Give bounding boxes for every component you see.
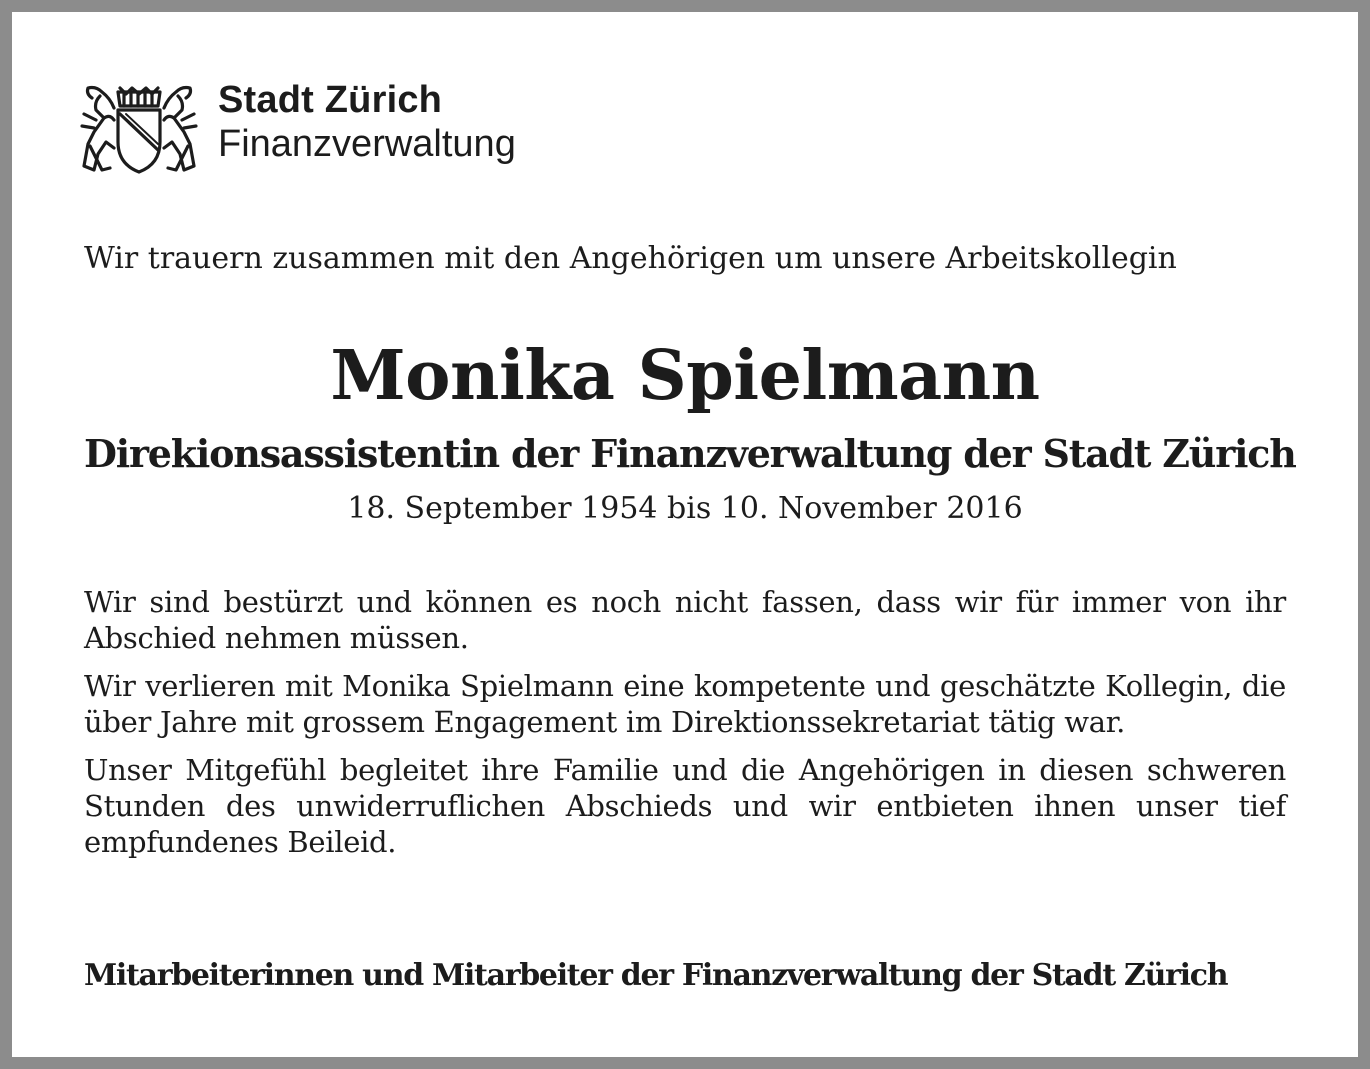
organization-name: Stadt Zürich <box>218 79 443 121</box>
body-paragraph: Wir sind bestürzt und können es noch nicht fassen, dass wir für immer von ihr Abschied nehmen müssen. <box>84 585 1286 655</box>
body-paragraph: Wir verlieren mit Monika Spielmann eine kompetente und geschätzte Kollegin, die über Jahre mit grossem Engagement im Direktionssekretariat tätig war. <box>84 669 1286 739</box>
obituary-notice <box>12 12 1358 1057</box>
zurich-coat-of-arms-icon <box>80 84 198 176</box>
notice-body <box>84 584 1286 872</box>
intro-line: Wir trauern zusammen mit den Angehörigen um unsere Arbeitskollegin <box>84 241 1177 276</box>
organization-header <box>218 78 516 166</box>
deceased-role: Direkionsassistentin der Finanzverwaltung der Stadt Zürich <box>84 431 1296 476</box>
body-paragraph: Unser Mitgefühl begleitet ihre Familie und die Angehörigen in diesen schweren Stunden des unwiderruflichen Abschieds und wir entbieten ihnen unser tief empfundenes Beileid. <box>84 753 1286 859</box>
department-name: Finanzverwaltung <box>218 123 516 165</box>
deceased-name: Monika Spielmann <box>330 336 1040 416</box>
life-dates: 18. September 1954 bis 10. November 2016 <box>347 491 1023 526</box>
signoff: Mitarbeiterinnen und Mitarbeiter der Finanzverwaltung der Stadt Zürich <box>84 958 1228 993</box>
